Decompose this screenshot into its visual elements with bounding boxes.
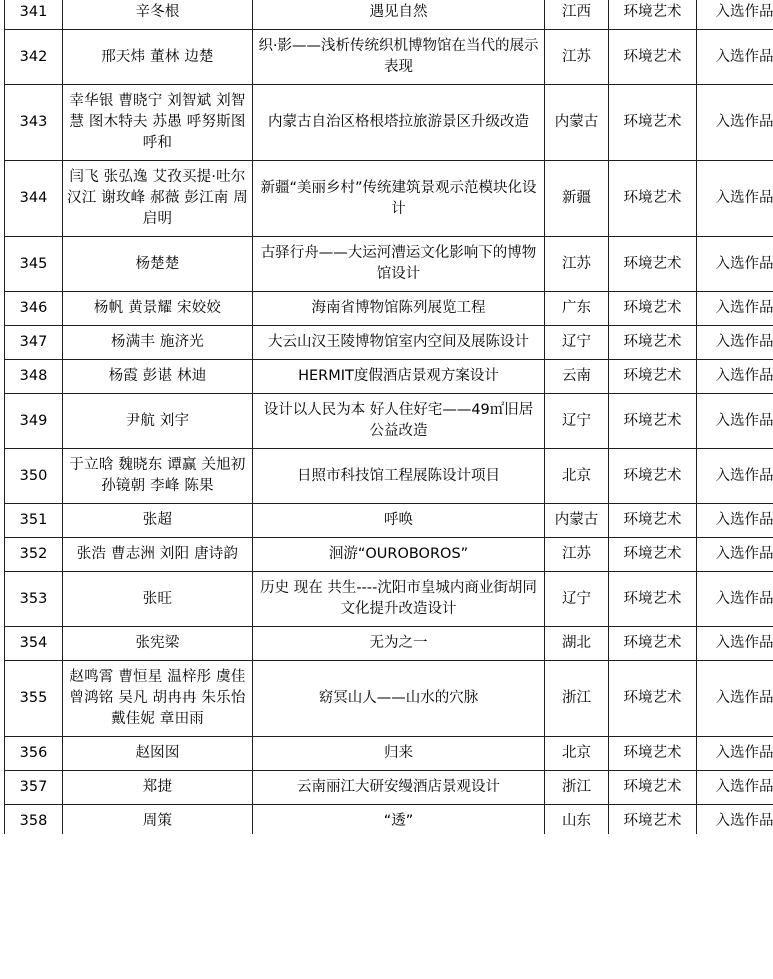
row-number: 341	[5, 0, 63, 30]
table-row	[5, 30, 773, 85]
row-author: 张超	[63, 504, 253, 538]
row-title: 织·影——浅析传统织机博物馆在当代的展示表现	[253, 30, 545, 85]
row-province: 北京	[545, 737, 609, 771]
row-category: 环境艺术	[609, 737, 697, 771]
row-author: 幸华银 曹晓宁 刘智斌 刘智慧 图木特夫 苏愚 呼努斯图 呼和	[63, 85, 253, 161]
row-title: 内蒙古自治区格根塔拉旅游景区升级改造	[253, 85, 545, 161]
row-category: 环境艺术	[609, 771, 697, 805]
row-number: 350	[5, 449, 63, 504]
row-number: 355	[5, 661, 63, 737]
row-author: 周策	[63, 805, 253, 835]
row-province: 江苏	[545, 237, 609, 292]
table-row	[5, 449, 773, 504]
row-category: 环境艺术	[609, 805, 697, 835]
row-category: 环境艺术	[609, 449, 697, 504]
row-number: 357	[5, 771, 63, 805]
row-author: 赵囡囡	[63, 737, 253, 771]
row-result: 入选作品	[697, 805, 773, 835]
table-row	[5, 292, 773, 326]
row-number: 358	[5, 805, 63, 835]
row-title: 大云山汉王陵博物馆室内空间及展陈设计	[253, 326, 545, 360]
table-row	[5, 237, 773, 292]
row-category: 环境艺术	[609, 326, 697, 360]
table-row	[5, 161, 773, 237]
row-author: 邢天炜 董林 边楚	[63, 30, 253, 85]
row-result: 入选作品	[697, 30, 773, 85]
row-title: 云南丽江大研安缦酒店景观设计	[253, 771, 545, 805]
table-row	[5, 360, 773, 394]
row-province: 内蒙古	[545, 85, 609, 161]
table-body	[5, 0, 773, 834]
row-number: 353	[5, 572, 63, 627]
row-author: 杨帆 黄景耀 宋姣姣	[63, 292, 253, 326]
row-province: 浙江	[545, 661, 609, 737]
row-result: 入选作品	[697, 326, 773, 360]
table-row	[5, 661, 773, 737]
row-title: 设计以人民为本 好人住好宅——49㎡旧居公益改造	[253, 394, 545, 449]
row-number: 356	[5, 737, 63, 771]
row-author: 郑捷	[63, 771, 253, 805]
row-result: 入选作品	[697, 538, 773, 572]
row-category: 环境艺术	[609, 538, 697, 572]
row-title: 新疆“美丽乡村”传统建筑景观示范模块化设计	[253, 161, 545, 237]
row-category: 环境艺术	[609, 85, 697, 161]
row-province: 广东	[545, 292, 609, 326]
row-title: 无为之一	[253, 627, 545, 661]
row-province: 辽宁	[545, 394, 609, 449]
row-result: 入选作品	[697, 737, 773, 771]
table-row	[5, 627, 773, 661]
row-number: 347	[5, 326, 63, 360]
row-category: 环境艺术	[609, 360, 697, 394]
row-province: 江苏	[545, 30, 609, 85]
row-title: 海南省博物馆陈列展览工程	[253, 292, 545, 326]
award-entries-table	[4, 0, 773, 834]
row-title: 洄游“OUROBOROS”	[253, 538, 545, 572]
row-result: 入选作品	[697, 449, 773, 504]
row-category: 环境艺术	[609, 627, 697, 661]
row-category: 环境艺术	[609, 161, 697, 237]
table-row	[5, 0, 773, 30]
row-result: 入选作品	[697, 161, 773, 237]
row-province: 辽宁	[545, 326, 609, 360]
table-row	[5, 326, 773, 360]
row-category: 环境艺术	[609, 572, 697, 627]
row-number: 344	[5, 161, 63, 237]
row-province: 辽宁	[545, 572, 609, 627]
row-title: 日照市科技馆工程展陈设计项目	[253, 449, 545, 504]
row-title: 呼唤	[253, 504, 545, 538]
row-title: HERMIT度假酒店景观方案设计	[253, 360, 545, 394]
row-number: 354	[5, 627, 63, 661]
row-category: 环境艺术	[609, 292, 697, 326]
table-row	[5, 572, 773, 627]
table-row	[5, 805, 773, 835]
row-category: 环境艺术	[609, 30, 697, 85]
row-title: 遇见自然	[253, 0, 545, 30]
row-province: 云南	[545, 360, 609, 394]
row-province: 湖北	[545, 627, 609, 661]
row-number: 352	[5, 538, 63, 572]
row-province: 山东	[545, 805, 609, 835]
row-result: 入选作品	[697, 572, 773, 627]
row-result: 入选作品	[697, 504, 773, 538]
row-province: 北京	[545, 449, 609, 504]
row-author: 尹航 刘宇	[63, 394, 253, 449]
row-title: 古驿行舟——大运河漕运文化影响下的博物馆设计	[253, 237, 545, 292]
row-result: 入选作品	[697, 627, 773, 661]
row-title: 历史 现在 共生----沈阳市皇城内商业街胡同文化提升改造设计	[253, 572, 545, 627]
row-province: 新疆	[545, 161, 609, 237]
row-province: 浙江	[545, 771, 609, 805]
row-result: 入选作品	[697, 0, 773, 30]
row-category: 环境艺术	[609, 237, 697, 292]
row-result: 入选作品	[697, 237, 773, 292]
row-result: 入选作品	[697, 360, 773, 394]
row-result: 入选作品	[697, 661, 773, 737]
row-title: “透”	[253, 805, 545, 835]
row-author: 杨满丰 施济光	[63, 326, 253, 360]
row-author: 杨霞 彭谌 林迪	[63, 360, 253, 394]
row-title: 归来	[253, 737, 545, 771]
row-number: 346	[5, 292, 63, 326]
table-row	[5, 771, 773, 805]
row-category: 环境艺术	[609, 504, 697, 538]
row-author: 张浩 曹志洲 刘阳 唐诗韵	[63, 538, 253, 572]
row-result: 入选作品	[697, 85, 773, 161]
table-row	[5, 504, 773, 538]
row-province: 江苏	[545, 538, 609, 572]
row-number: 349	[5, 394, 63, 449]
row-number: 351	[5, 504, 63, 538]
row-number: 343	[5, 85, 63, 161]
row-number: 348	[5, 360, 63, 394]
row-result: 入选作品	[697, 292, 773, 326]
row-province: 内蒙古	[545, 504, 609, 538]
row-number: 342	[5, 30, 63, 85]
row-result: 入选作品	[697, 394, 773, 449]
table-row	[5, 394, 773, 449]
row-author: 辛冬根	[63, 0, 253, 30]
row-category: 环境艺术	[609, 0, 697, 30]
row-title: 窈冥山人——山水的穴脉	[253, 661, 545, 737]
table-row	[5, 538, 773, 572]
row-result: 入选作品	[697, 771, 773, 805]
row-author: 赵鸣霄 曹恒星 温梓彤 虞佳 曾鸿铭 吴凡 胡冉冉 朱乐怡 戴佳妮 章田雨	[63, 661, 253, 737]
row-category: 环境艺术	[609, 394, 697, 449]
row-province: 江西	[545, 0, 609, 30]
row-author: 杨楚楚	[63, 237, 253, 292]
row-number: 345	[5, 237, 63, 292]
row-author: 闫飞 张弘逸 艾孜买提·吐尔汉江 谢玫峰 郝薇 彭江南 周启明	[63, 161, 253, 237]
table-row	[5, 737, 773, 771]
row-category: 环境艺术	[609, 661, 697, 737]
row-author: 张旺	[63, 572, 253, 627]
row-author: 张宪梁	[63, 627, 253, 661]
table-row	[5, 85, 773, 161]
row-author: 于立晗 魏晓东 谭赢 关旭初 孙镜朝 李峰 陈果	[63, 449, 253, 504]
